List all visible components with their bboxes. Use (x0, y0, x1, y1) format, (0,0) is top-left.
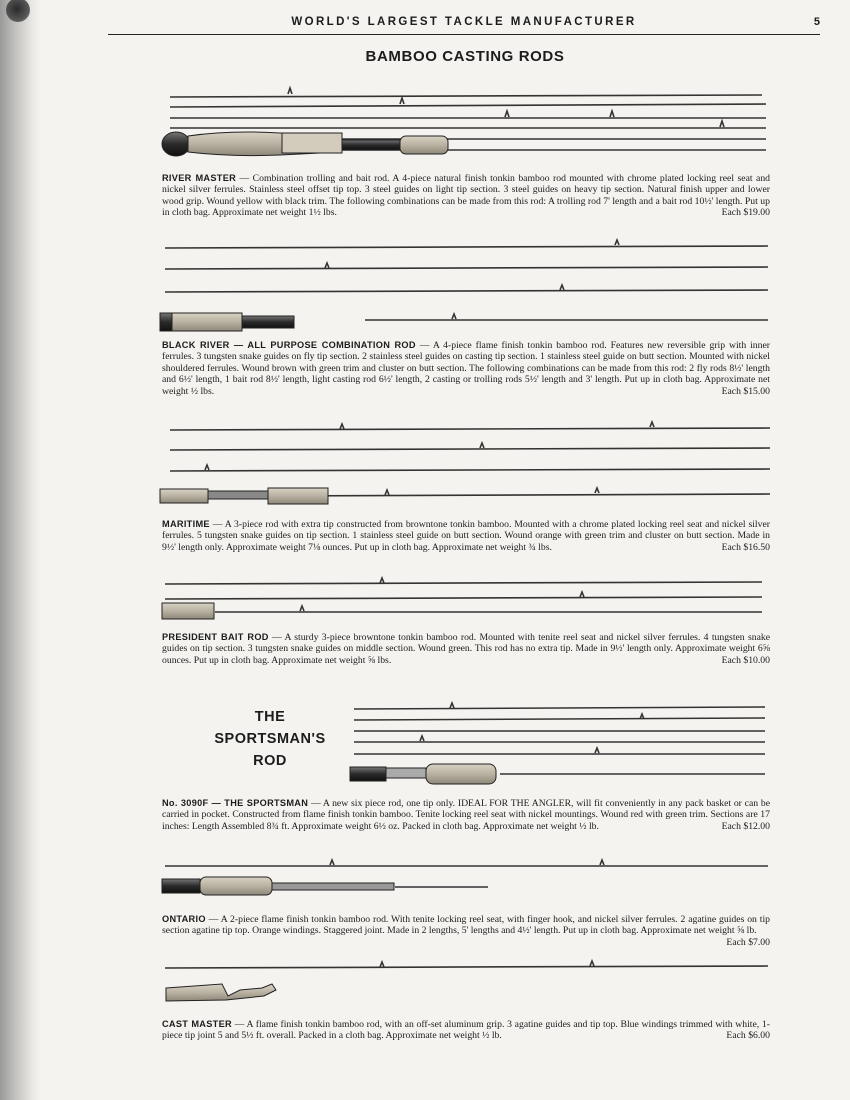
product-text: A 3-piece rod with extra tip constructed from browntone tonkin bamboo. Mounted with a chrome plated locking reel seat and nickel silver ferrules. 5 tungsten snake guides on tip section. 1 stainless steel guide on butt section. Wound orange with green trim and cluster on butt section. Made in 9½' length only. Approximate weight 7⅛ ounces. Put up in cloth bag. Approximate net weight ¾ lbs. (162, 519, 770, 553)
product-text: Combination trolling and bait rod. A 4-piece natural finish tonkin bamboo rod mounted with chrome plated locking reel seat and nickel silver ferrules. Stainless steel offset tip top. 3 steel guides on light tip section. 3 steel guides on heavy tip section. Natural finish upper and lower wood grip. Wound yellow with black trim. The following combinations can be made from this rod: A trolling rod 7' length and a bait rod 10½' length. Put up in cloth bag. Approximate net weight 1½ lbs. (162, 173, 771, 219)
product-name: PRESIDENT BAIT ROD (162, 632, 269, 642)
sportsman-title-line-3: ROD (253, 753, 287, 769)
page-number: 5 (813, 16, 820, 28)
product-name: ONTARIO (162, 914, 206, 924)
product-name: RIVER MASTER (162, 173, 237, 183)
maritime-description: MARITIME — A 3-piece rod with extra tip constructed from browntone tonkin bamboo. Mounted with a chrome plated locking reel seat and nickel silver ferrules. 5 tungsten snake guides on tip section. 1 stainless steel guide on butt section. Wound orange with green trim and cluster on butt section. Made in 9½' length only. Approximate weight 7⅛ ounces. Put up in cloth bag. Approximate net weight ¾ lbs. Each $16.50 (162, 519, 770, 553)
product-text: A 4-piece flame finish tonkin bamboo rod. Features new reversible grip with inner ferrules. 3 tungsten snake guides on fly tip section. 2 stainless steel guides on casting tip section. 1 stainless steel guide on butt section. Mounted with nickel shouldered ferrules. Wound brown with green trim and cluster on butt section. The following combinations can be made from this rod: 2 fly rods 8½' length and 6½' length, 1 bait rod 8½' length, light casting rod 6½' length, 2 casting or trolling rods 5½' length and 3' length. Put up in cloth bag. Approximate net weight ½ lbs. (162, 340, 771, 397)
sportsman-rod-heading (180, 706, 360, 772)
product-name: CAST MASTER (162, 1019, 232, 1029)
river-master-description: RIVER MASTER — Combination trolling and bait rod. A 4-piece natural finish tonkin bamboo rod mounted with chrome plated locking reel seat and nickel silver ferrules. Stainless steel offset tip top. 3 steel guides on light tip section. 3 steel guides on heavy tip section. Natural finish upper and lower wood grip. Wound yellow with black trim. The following combinations can be made from this rod: A trolling rod 7' length and a bait rod 10½' length. Put up in cloth bag. Approximate net weight 1½ lbs. Each $19.00 (162, 173, 771, 219)
product-price: Each $16.50 (721, 541, 770, 553)
president-description: PRESIDENT BAIT ROD — A sturdy 3-piece browntone tonkin bamboo rod. Mounted with tenite reel seat and nickel silver ferrules. 4 tungsten snake guides on tip section. 3 tungsten snake guides on middle section. Wound green. This rod has no extra tip. Made in 9½' length only. Approximate weight 6⅝ ounces. Put up in cloth bag. Approximate net weight ⅝ lbs. Each $10.00 (162, 632, 771, 666)
sportsman-title-line-1: THE (254, 709, 286, 725)
product-name: BLACK RIVER — ALL PURPOSE COMBINATION ROD (162, 340, 416, 350)
product-price: Each $15.00 (721, 385, 770, 397)
black-river-rod-image (165, 240, 768, 320)
product-price: Each $10.00 (721, 654, 770, 666)
product-name: MARITIME (162, 519, 210, 529)
maritime-rod-image (170, 422, 770, 496)
president-rod-image (165, 578, 762, 612)
ontario-description: ONTARIO — A 2-piece flame finish tonkin bamboo rod. With tenite locking reel seat, with finger hook, and nickel silver ferrules. 2 agatine guides on tip section agatine tip top. Orange windings. Staggered joint. Made in 2 lengths, 5' lengths and 4½' length. Put up in cloth bag. Approximate net weight ⅝ lb. Each $7.00 (162, 914, 771, 948)
product-price: Each $6.00 (726, 1030, 770, 1042)
product-price: Each $12.00 (721, 820, 770, 832)
header-title: WORLD'S LARGEST TACKLE MANUFACTURER (291, 16, 637, 28)
sportsman-title-line-2: SPORTSMAN'S (214, 731, 326, 747)
product-text: A sturdy 3-piece browntone tonkin bamboo rod. Mounted with tenite reel seat and nickel silver ferrules. 4 tungsten snake guides on tip section. 3 tungsten snake guides on middle section. Wound green. This rod has no extra tip. Made in 9½' length only. Approximate weight 6⅝ ounces. Put up in cloth bag. Approximate net weight ⅝ lbs. (162, 632, 771, 666)
black-river-description: BLACK RIVER — ALL PURPOSE COMBINATION ROD — A 4-piece flame finish tonkin bamboo rod. Features new reversible grip with inner ferrules. 3 tungsten snake guides on fly tip section. 2 stainless steel guides on casting tip section. 1 stainless steel guide on butt section. Mounted with nickel shouldered ferrules. Wound brown with green trim and cluster on butt section. The following combinations can be made from this rod: 2 fly rods 8½' length and 6½' length, 1 bait rod 8½' length, light casting rod 6½' length, 2 casting or trolling rods 5½' length and 3' length. Put up in cloth bag. Approximate net weight ½ lbs. Each $15.00 (162, 340, 771, 397)
product-price: Each $7.00 (726, 936, 770, 948)
cast-master-rod-image (165, 961, 768, 968)
product-text: A new six piece rod, one tip only. IDEAL FOR THE ANGLER, will fit conveniently in any pack basket or can be carried in pocket. Constructed from flame finish tonkin bamboo. Tenite locking reel seat with nickel mountings. Wound red with green trim. Sections are 17 inches: Length Assembled 8¾ ft. Approximate weight 6½ oz. Packed in cloth bag. Approximate net weight ½ lb. (162, 798, 771, 832)
product-price: Each $19.00 (721, 207, 770, 219)
sportsman-rod-image (354, 703, 765, 774)
product-name: No. 3090F — THE SPORTSMAN (162, 798, 309, 808)
sportsman-description: No. 3090F — THE SPORTSMAN — A new six piece rod, one tip only. IDEAL FOR THE ANGLER, will fit conveniently in any pack basket or can be carried in pocket. Constructed from flame finish tonkin bamboo. Tenite locking reel seat with nickel mountings. Wound red with green trim. Sections are 17 inches: Length Assembled 8¾ ft. Approximate weight 6½ oz. Packed in cloth bag. Approximate net weight ½ lb. Each $12.00 (162, 798, 771, 832)
product-text: A 2-piece flame finish tonkin bamboo rod. With tenite locking reel seat, with finger hook, and nickel silver ferrules. 2 agatine guides on tip section agatine tip top. Orange windings. Staggered joint. Made in 2 lengths, 5' lengths and 4½' length. Put up in cloth bag. Approximate net weight ⅝ lb. (162, 914, 771, 937)
cast-master-description: CAST MASTER — A flame finish tonkin bamboo rod, with an off-set aluminum grip. 3 agatine guides and tip top. Blue windings trimmed with white, 1-piece tip joint 5 and 5½ ft. overall. Packed in a cloth bag. Approximate net weight ½ lb. Each $6.00 (162, 1019, 771, 1042)
section-title: BAMBOO CASTING RODS (365, 48, 565, 65)
product-text: A flame finish tonkin bamboo rod, with an off-set aluminum grip. 3 agatine guides and tip top. Blue windings trimmed with white, 1-piece tip joint 5 and 5½ ft. overall. Packed in a cloth bag. Approximate net weight ½ lb. (162, 1019, 771, 1042)
